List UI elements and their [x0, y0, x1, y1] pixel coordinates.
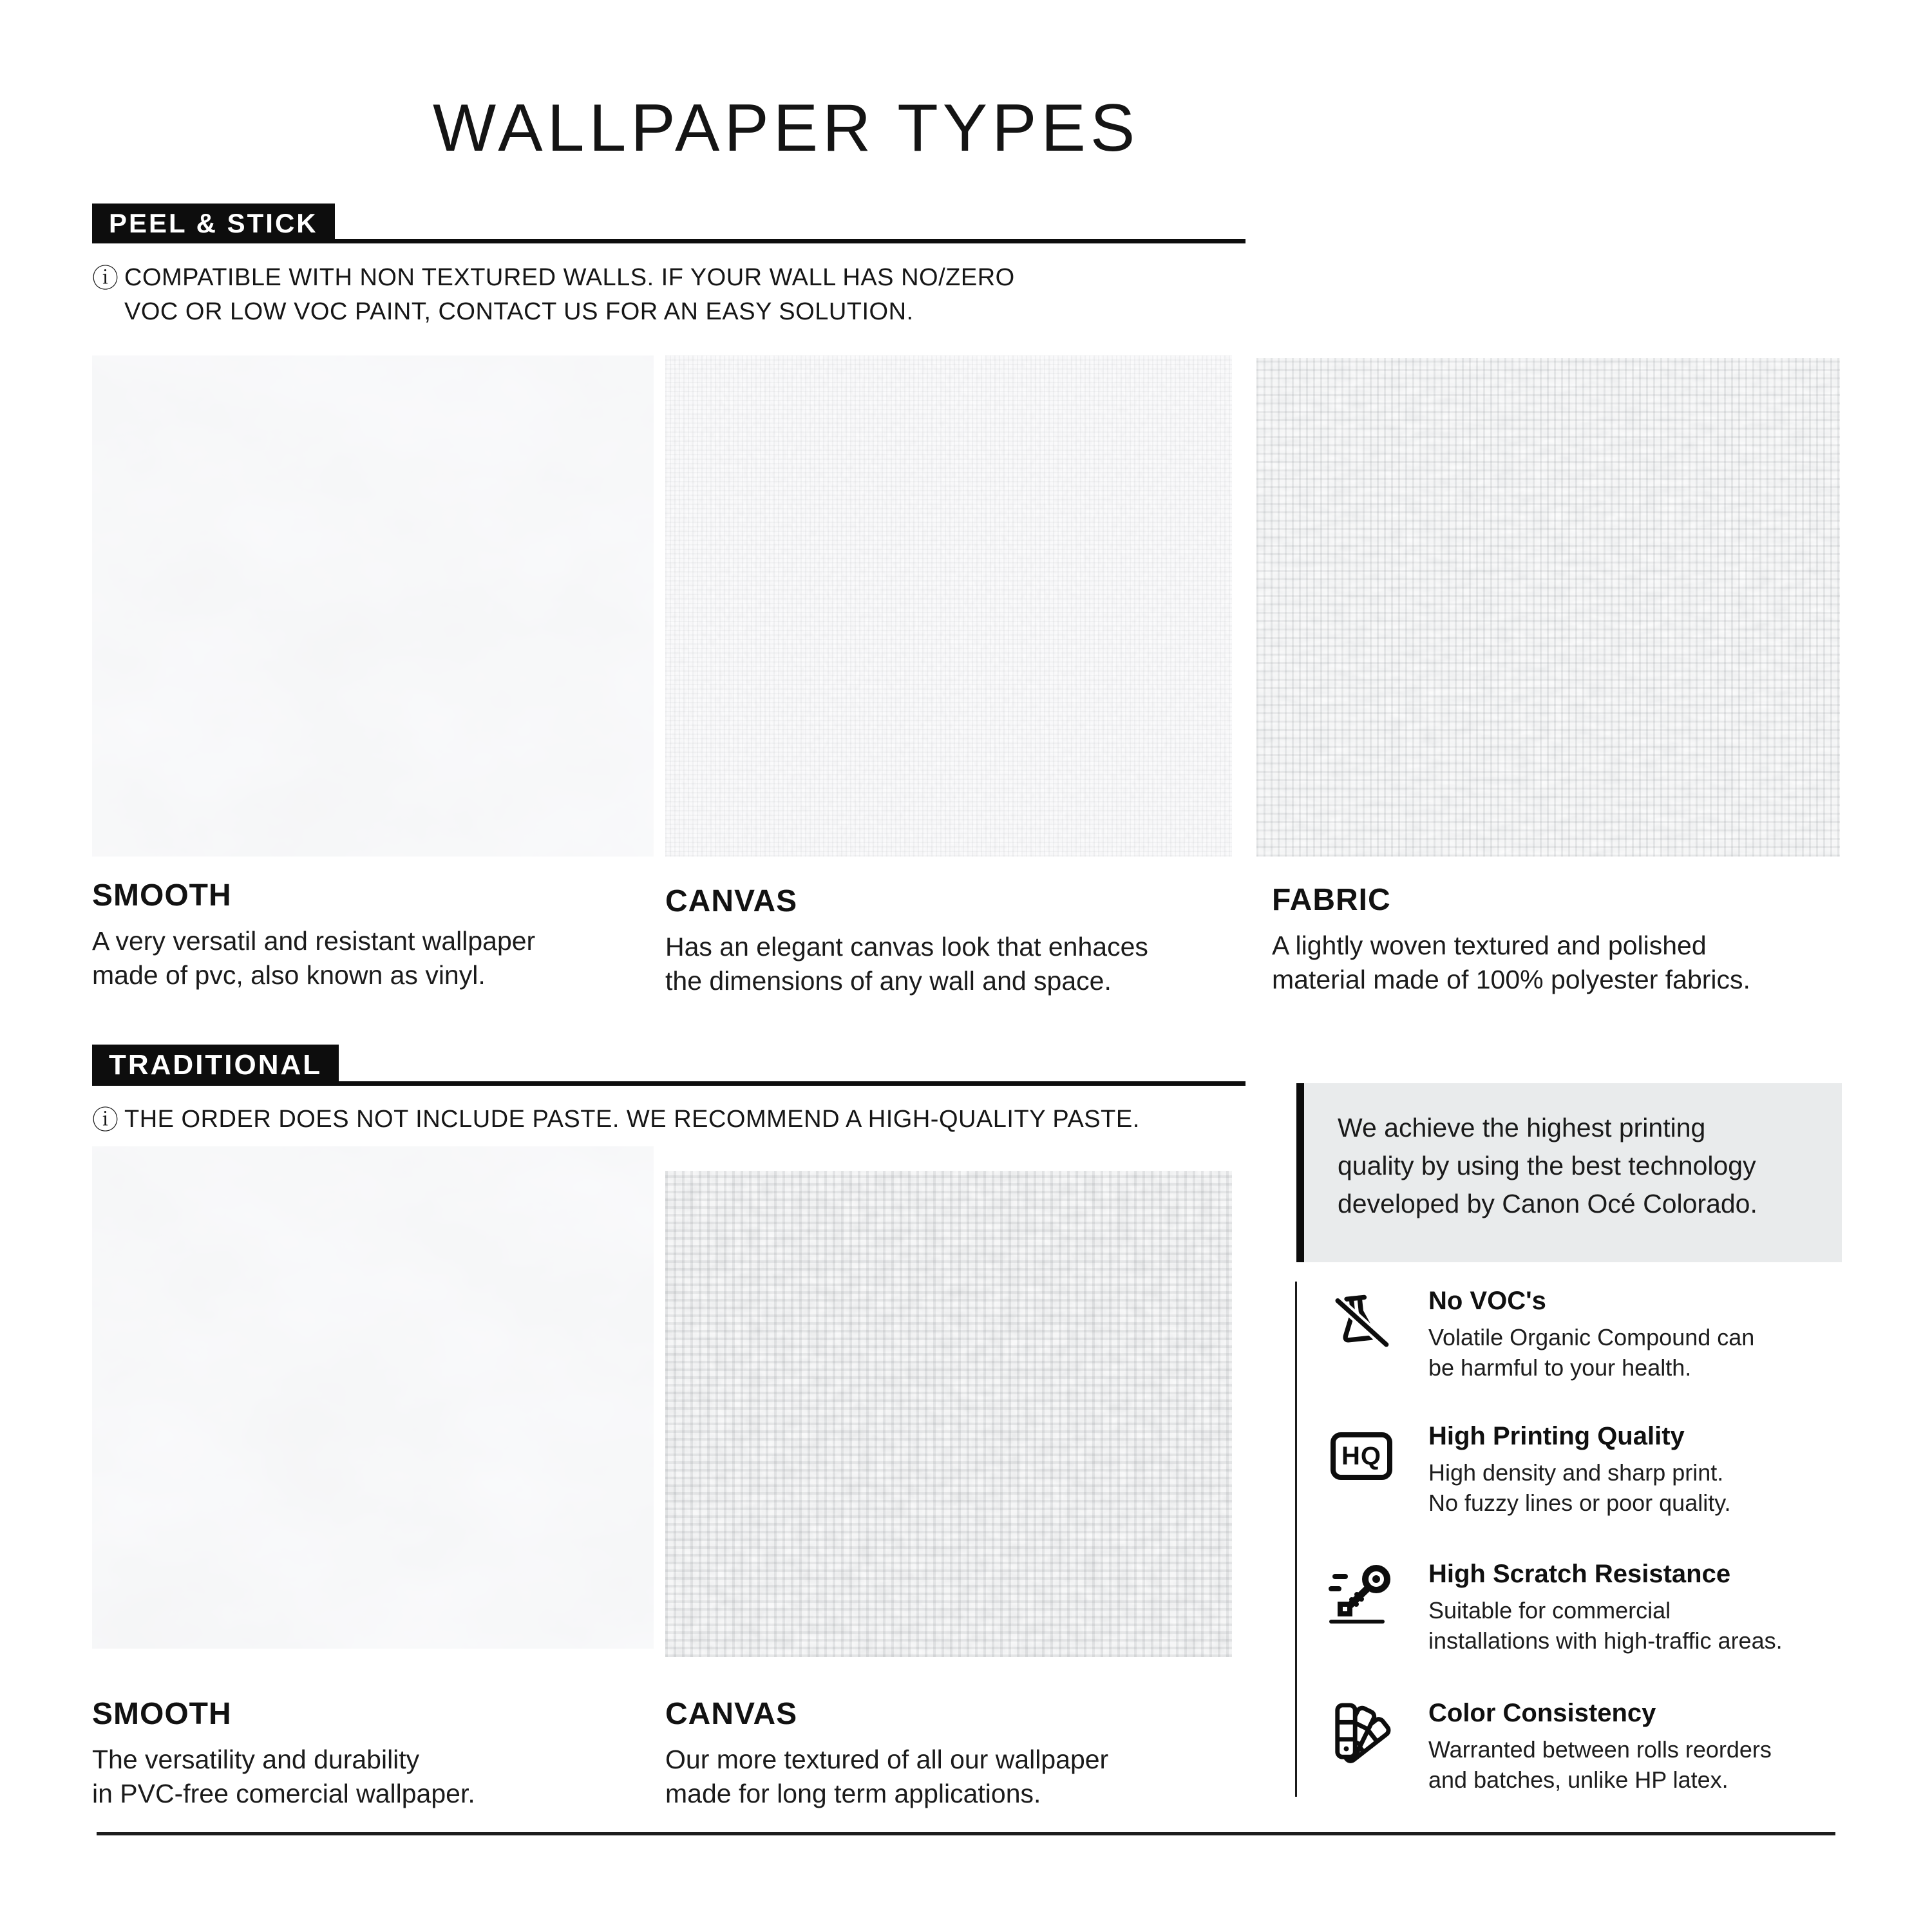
swatch-desc-line: the dimensions of any wall and space.	[665, 966, 1112, 996]
section-badge-traditional: TRADITIONAL	[92, 1045, 339, 1086]
feature-title: High Printing Quality	[1428, 1422, 1685, 1450]
hq-badge-label: HQ	[1341, 1441, 1381, 1470]
smooth-texture-image	[92, 355, 654, 857]
feature-no-voc	[1324, 1285, 1754, 1383]
swatch-desc-line: Our more textured of all our wallpaper	[665, 1745, 1109, 1774]
hq-badge-icon	[1324, 1421, 1399, 1492]
section-badge-peel-stick: PEEL & STICK	[92, 204, 335, 243]
feature-desc-line: and batches, unlike HP latex.	[1428, 1766, 1728, 1793]
page-title: WALLPAPER TYPES	[433, 91, 1140, 166]
swatch-desc-line: made for long term applications.	[665, 1779, 1041, 1808]
traditional-note	[92, 1103, 1140, 1137]
swatch-traditional-smooth	[92, 1146, 654, 1649]
rough-canvas-texture-image	[665, 1171, 1232, 1657]
features-divider-line	[1295, 1282, 1297, 1797]
feature-desc-line: Warranted between rolls reorders	[1428, 1736, 1772, 1763]
feature-title: Color Consistency	[1428, 1699, 1656, 1727]
swatch-title: SMOOTH	[92, 1697, 232, 1731]
feature-desc-line: Volatile Organic Compound can	[1428, 1324, 1755, 1350]
feature-title: High Scratch Resistance	[1428, 1560, 1731, 1588]
swatch-peel-fabric	[1256, 358, 1840, 857]
caption-traditional-smooth	[92, 1696, 475, 1811]
swatch-desc-line: in PVC-free comercial wallpaper.	[92, 1779, 475, 1808]
fabric-texture-image	[1256, 358, 1840, 857]
swatch-desc-line: made of pvc, also known as vinyl.	[92, 960, 486, 990]
caption-peel-canvas	[665, 884, 1148, 998]
swatch-peel-smooth	[92, 355, 654, 857]
key-scratch-icon	[1324, 1558, 1399, 1629]
feature-desc-line: be harmful to your health.	[1428, 1354, 1692, 1381]
swatch-title: SMOOTH	[92, 878, 232, 913]
feature-high-printing-quality	[1324, 1421, 1731, 1518]
smooth-texture-image	[92, 1146, 654, 1649]
caption-peel-fabric	[1272, 882, 1750, 997]
feature-desc-line: High density and sharp print.	[1428, 1459, 1724, 1486]
note-line: THE ORDER DOES NOT INCLUDE PASTE. WE RECOMMEND A HIGH-QUALITY PASTE.	[124, 1106, 1140, 1133]
swatch-peel-canvas	[665, 355, 1232, 857]
swatch-desc-line: material made of 100% polyester fabrics.	[1272, 965, 1750, 994]
caption-traditional-canvas	[665, 1696, 1108, 1811]
canvas-texture-image	[665, 355, 1232, 857]
caption-peel-smooth	[92, 878, 535, 992]
callout-line: quality by using the best technology	[1338, 1151, 1756, 1180]
info-icon: ⓘ	[92, 1104, 119, 1135]
note-line: COMPATIBLE WITH NON TEXTURED WALLS. IF YOUR WALL HAS NO/ZERO	[124, 264, 1015, 291]
callout-line: We achieve the highest printing	[1338, 1113, 1706, 1142]
feature-high-scratch-resistance	[1324, 1558, 1783, 1656]
print-quality-callout	[1296, 1083, 1842, 1262]
feature-desc-line: installations with high-traffic areas.	[1428, 1627, 1783, 1654]
bottom-rule	[97, 1832, 1835, 1835]
feature-desc-line: Suitable for commercial	[1428, 1597, 1671, 1624]
feature-desc-line: No fuzzy lines or poor quality.	[1428, 1490, 1731, 1516]
swatch-desc-line: A lightly woven textured and polished	[1272, 931, 1707, 960]
peel-stick-note	[92, 261, 1015, 329]
callout-line: developed by Canon Océ Colorado.	[1338, 1189, 1757, 1218]
info-icon: ⓘ	[92, 263, 119, 294]
swatch-traditional-canvas	[665, 1171, 1232, 1657]
feature-title: No VOC's	[1428, 1287, 1546, 1315]
note-line: VOC OR LOW VOC PAINT, CONTACT US FOR AN EASY SOLUTION.	[124, 298, 914, 325]
swatch-title: FABRIC	[1272, 883, 1391, 917]
color-swatches-icon	[1324, 1698, 1399, 1768]
no-voc-flask-icon	[1324, 1285, 1399, 1356]
feature-color-consistency	[1324, 1698, 1772, 1795]
swatch-title: CANVAS	[665, 1697, 798, 1731]
swatch-title: CANVAS	[665, 884, 798, 918]
swatch-desc-line: The versatility and durability	[92, 1745, 420, 1774]
swatch-desc-line: Has an elegant canvas look that enhaces	[665, 932, 1148, 961]
swatch-desc-line: A very versatil and resistant wallpaper	[92, 926, 536, 956]
